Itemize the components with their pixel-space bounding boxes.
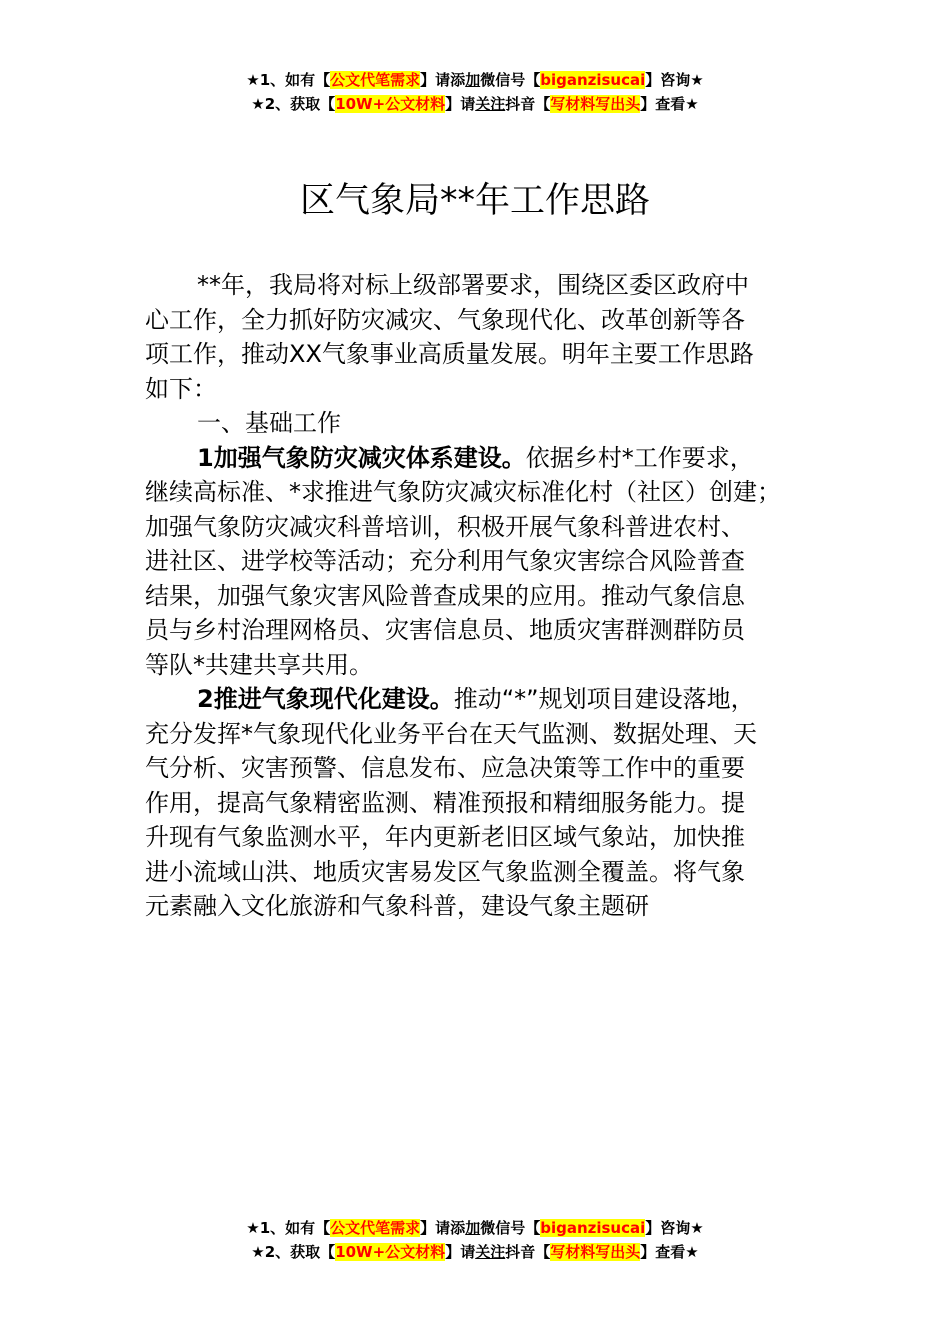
- banner-highlight: 公文代笔需求: [330, 71, 421, 89]
- banner-underline: 加: [465, 71, 481, 89]
- banner-text: 微信号【: [480, 71, 541, 89]
- body-line: 继续高标准、*求推进气象防灾减灾标准化村（社区）创建；: [145, 478, 781, 506]
- banner-text: 】咨询★: [645, 71, 704, 89]
- banner-line-2: [0, 92, 950, 116]
- body-line: 进小流域山洪、地质灾害易发区气象监测全覆盖。将气象: [145, 857, 745, 886]
- banner-highlight: 写材料写出头: [550, 1243, 641, 1261]
- body-line: 心工作，全力抓好防灾减灾、气象现代化、改革创新等各: [145, 305, 745, 334]
- body-line: 升现有气象监测水平，年内更新老旧区域气象站，加快推: [145, 823, 745, 851]
- subheading-1: 1加强气象防灾减灾体系建设。: [197, 443, 526, 472]
- banner-line-2: [0, 1240, 950, 1264]
- paragraph-1-first-line: [145, 441, 845, 476]
- banner-text: 】请添: [420, 71, 466, 89]
- body-line: 充分发挥*气象现代化业务平台在天气监测、数据处理、天: [145, 719, 757, 748]
- banner-line-1: [0, 68, 950, 92]
- body-line: **年，我局将对标上级部署要求，围绕区委区政府中: [197, 271, 749, 299]
- section-heading: 一、基础工作: [197, 409, 341, 437]
- body-line: 元素融入文化旅游和气象科普，建设气象主题研: [145, 892, 649, 920]
- document-title: 区气象局**年工作思路: [299, 181, 650, 221]
- body-line: 如下：: [145, 374, 217, 403]
- header-banner: [0, 68, 950, 116]
- banner-highlight: biganzisucai: [540, 71, 646, 89]
- body-line: 气分析、灾害预警、信息发布、应急决策等工作中的重要: [145, 754, 745, 782]
- banner-text: 】查看★: [640, 1243, 699, 1261]
- banner-highlight: biganzisucai: [540, 1219, 646, 1237]
- banner-text: 抖音【: [505, 95, 551, 113]
- banner-underline: 加: [465, 1219, 481, 1237]
- banner-line-1: [0, 1216, 950, 1240]
- body-line: 作用，提高气象精密监测、精准预报和精细服务能力。提: [145, 788, 745, 817]
- body-line: 结果，加强气象灾害风险普查成果的应用。推动气象信息: [145, 581, 745, 610]
- banner-highlight: 公文代笔需求: [330, 1219, 421, 1237]
- banner-text: 】查看★: [640, 95, 699, 113]
- document-body: [145, 268, 845, 924]
- footer-banner: [0, 1216, 950, 1264]
- body-text: 依据乡村*工作要求，: [525, 443, 754, 472]
- banner-text: ★1、如有【: [246, 1219, 331, 1237]
- banner-text: 】请: [445, 1243, 476, 1261]
- banner-highlight: 写材料写出头: [550, 95, 641, 113]
- body-line: 项工作，推动XX气象事业高质量发展。明年主要工作思路: [145, 340, 754, 368]
- paragraph-2-first-line: [145, 682, 845, 717]
- subheading-2: 2推进气象现代化建设。: [197, 685, 454, 713]
- body-line: 进社区、进学校等活动；充分利用气象灾害综合风险普查: [145, 547, 745, 575]
- banner-underline: 关注: [475, 1243, 506, 1261]
- banner-text: 微信号【: [480, 1219, 541, 1237]
- banner-highlight: 10W+公文材料: [335, 95, 446, 113]
- banner-text: 】咨询★: [645, 1219, 704, 1237]
- body-text: 推动“*”规划项目建设落地，: [453, 685, 755, 713]
- banner-text: 】请: [445, 95, 476, 113]
- body-line: 等队*共建共享共用。: [145, 650, 373, 679]
- banner-underline: 关注: [475, 95, 506, 113]
- banner-text: 】请添: [420, 1219, 466, 1237]
- banner-text: ★2、获取【: [251, 1243, 336, 1261]
- body-line: 加强气象防灾减灾科普培训，积极开展气象科普进农村、: [145, 512, 745, 541]
- body-line: 员与乡村治理网格员、灾害信息员、地质灾害群测群防员: [145, 616, 745, 644]
- banner-text: ★1、如有【: [246, 71, 331, 89]
- banner-text: 抖音【: [505, 1243, 551, 1261]
- banner-text: ★2、获取【: [251, 95, 336, 113]
- banner-highlight: 10W+公文材料: [335, 1243, 446, 1261]
